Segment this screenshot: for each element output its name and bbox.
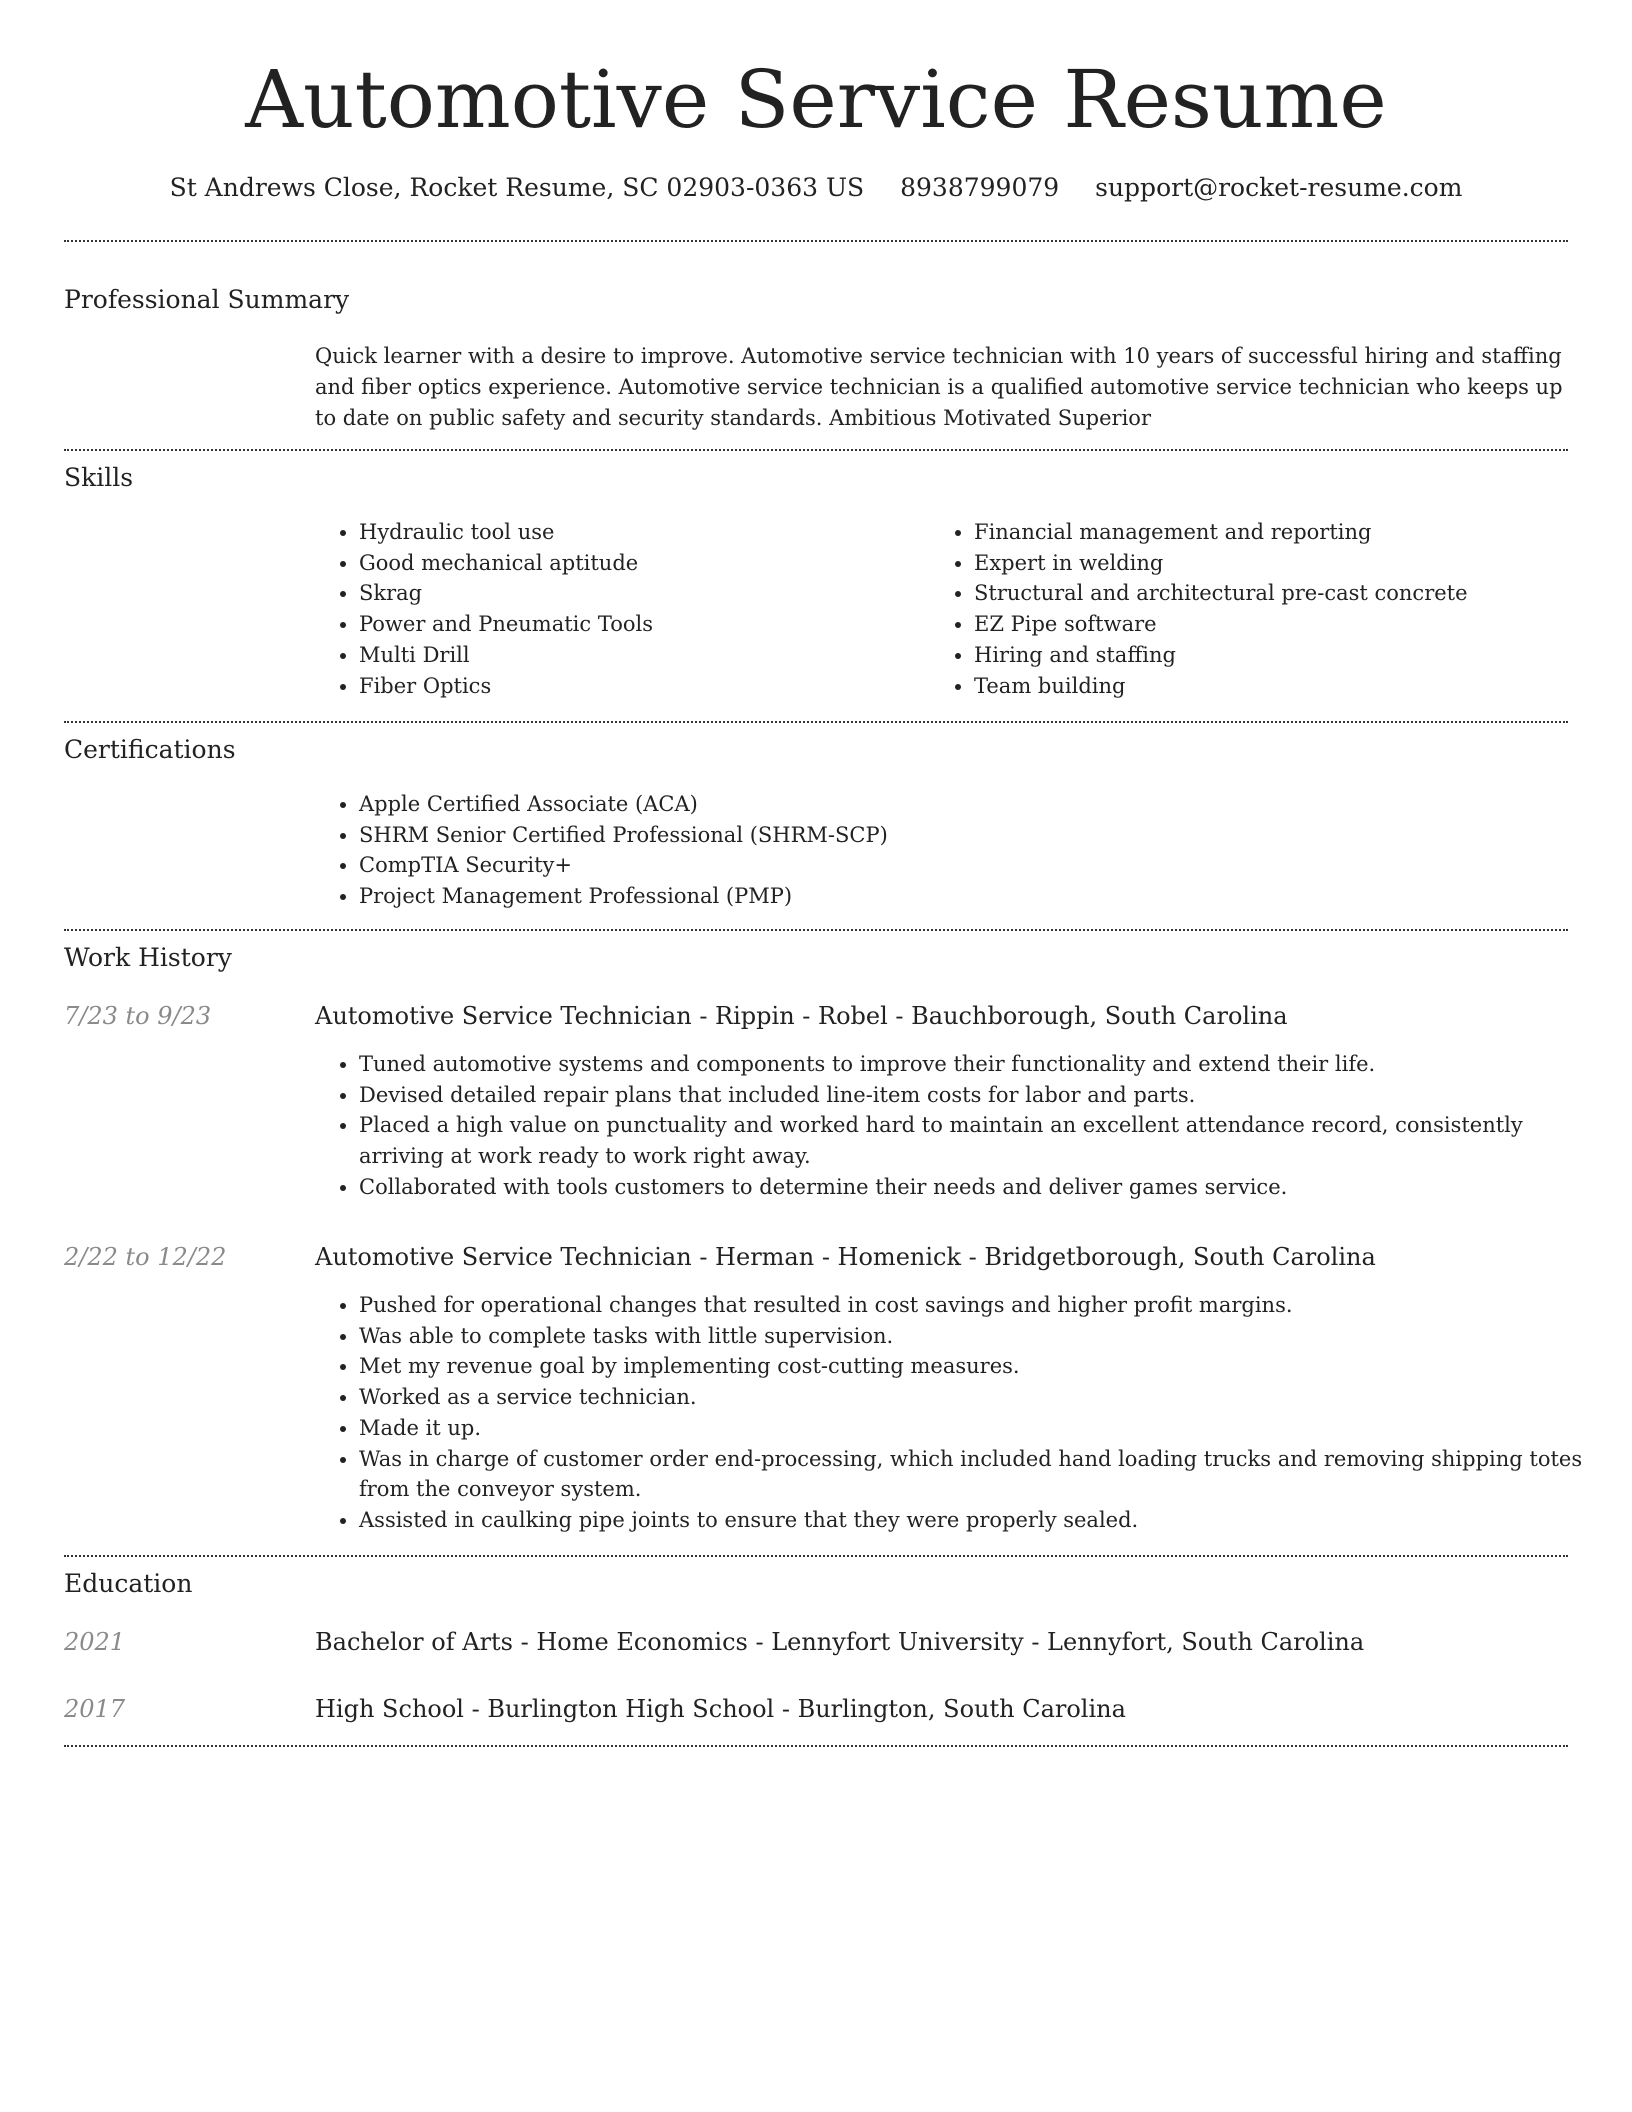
list-item: • Apple Certified Associate (ACA): [359, 789, 1559, 820]
certifications-list: [315, 789, 1559, 912]
list-item: • Pushed for operational changes that resulted in cost savings and higher profit margins.: [359, 1290, 1612, 1321]
section-heading-certifications: Certifications: [64, 735, 236, 764]
skills-list-left: [315, 517, 929, 701]
list-item: • Was in charge of customer order end-processing, which included hand loading trucks and removing shipping totes from the conveyor system.: [359, 1444, 1612, 1505]
list-item: • Power and Pneumatic Tools: [359, 609, 929, 640]
education-year: 2021: [64, 1628, 126, 1656]
list-item: • Multi Drill: [359, 640, 929, 671]
resume-title: Automotive Service Resume: [245, 53, 1387, 146]
section-heading-summary: Professional Summary: [64, 285, 350, 314]
list-item: • Hydraulic tool use: [359, 517, 929, 548]
job-dates: 2/22 to 12/22: [64, 1243, 227, 1271]
list-item: • Skrag: [359, 578, 929, 609]
contact-line: [64, 170, 1568, 206]
contact-phone: 8938799079: [900, 173, 1060, 202]
divider: [64, 1555, 1568, 1557]
divider: [64, 1745, 1568, 1747]
divider: [64, 721, 1568, 723]
list-item: • EZ Pipe software: [974, 609, 1594, 640]
list-item: • Financial management and reporting: [974, 517, 1594, 548]
education-title: High School - Burlington High School - Burlington, South Carolina: [315, 1695, 1126, 1723]
list-item: • Devised detailed repair plans that included line-item costs for labor and parts.: [359, 1080, 1612, 1111]
job-title: Automotive Service Technician - Herman - Homenick - Bridgetborough, South Carolina: [315, 1243, 1376, 1271]
job-title: Automotive Service Technician - Rippin - Robel - Bauchborough, South Carolina: [315, 1002, 1288, 1030]
divider: [64, 929, 1568, 931]
list-item: • Project Management Professional (PMP): [359, 881, 1559, 912]
list-item: • Met my revenue goal by implementing cost-cutting measures.: [359, 1351, 1612, 1382]
job-bullets: [315, 1290, 1612, 1536]
list-item: • Expert in welding: [974, 548, 1594, 579]
education-title: Bachelor of Arts - Home Economics - Lennyfort University - Lennyfort, South Carolina: [315, 1628, 1365, 1656]
skills-list-right: [930, 517, 1594, 701]
job-bullets: [315, 1049, 1612, 1203]
section-heading-skills: Skills: [64, 463, 134, 492]
list-item: • CompTIA Security+: [359, 850, 1559, 881]
job-dates: 7/23 to 9/23: [64, 1002, 212, 1030]
list-item: • Good mechanical aptitude: [359, 548, 929, 579]
list-item: • Hiring and staffing: [974, 640, 1594, 671]
list-item: • Structural and architectural pre-cast concrete: [974, 578, 1594, 609]
section-heading-education: Education: [64, 1569, 193, 1598]
divider: [64, 449, 1568, 451]
contact-email: support@rocket-resume.com: [1095, 173, 1463, 202]
contact-address: St Andrews Close, Rocket Resume, SC 02903-0363 US: [169, 173, 865, 202]
divider: [64, 240, 1568, 242]
summary-text: Quick learner with a desire to improve. Automotive service technician with 10 years of successful hiring and staffing and fiber optics experience. Automotive service technician is a qualified automotive service technician who keeps up to date on public safety and security standards. Ambitious Motivated Superior: [315, 344, 1563, 430]
list-item: • Assisted in caulking pipe joints to ensure that they were properly sealed.: [359, 1505, 1612, 1536]
list-item: • Worked as a service technician.: [359, 1382, 1612, 1413]
list-item: • Fiber Optics: [359, 671, 929, 702]
list-item: • Collaborated with tools customers to determine their needs and deliver games service.: [359, 1172, 1612, 1203]
list-item: • Placed a high value on punctuality and worked hard to maintain an excellent attendance record, consistently arriving at work ready to work right away.: [359, 1110, 1612, 1171]
list-item: • SHRM Senior Certified Professional (SHRM-SCP): [359, 820, 1559, 851]
list-item: • Made it up.: [359, 1413, 1612, 1444]
education-year: 2017: [64, 1695, 126, 1723]
list-item: • Tuned automotive systems and components to improve their functionality and extend their life.: [359, 1049, 1612, 1080]
list-item: • Team building: [974, 671, 1594, 702]
section-heading-work-history: Work History: [64, 943, 232, 972]
list-item: • Was able to complete tasks with little supervision.: [359, 1321, 1612, 1352]
